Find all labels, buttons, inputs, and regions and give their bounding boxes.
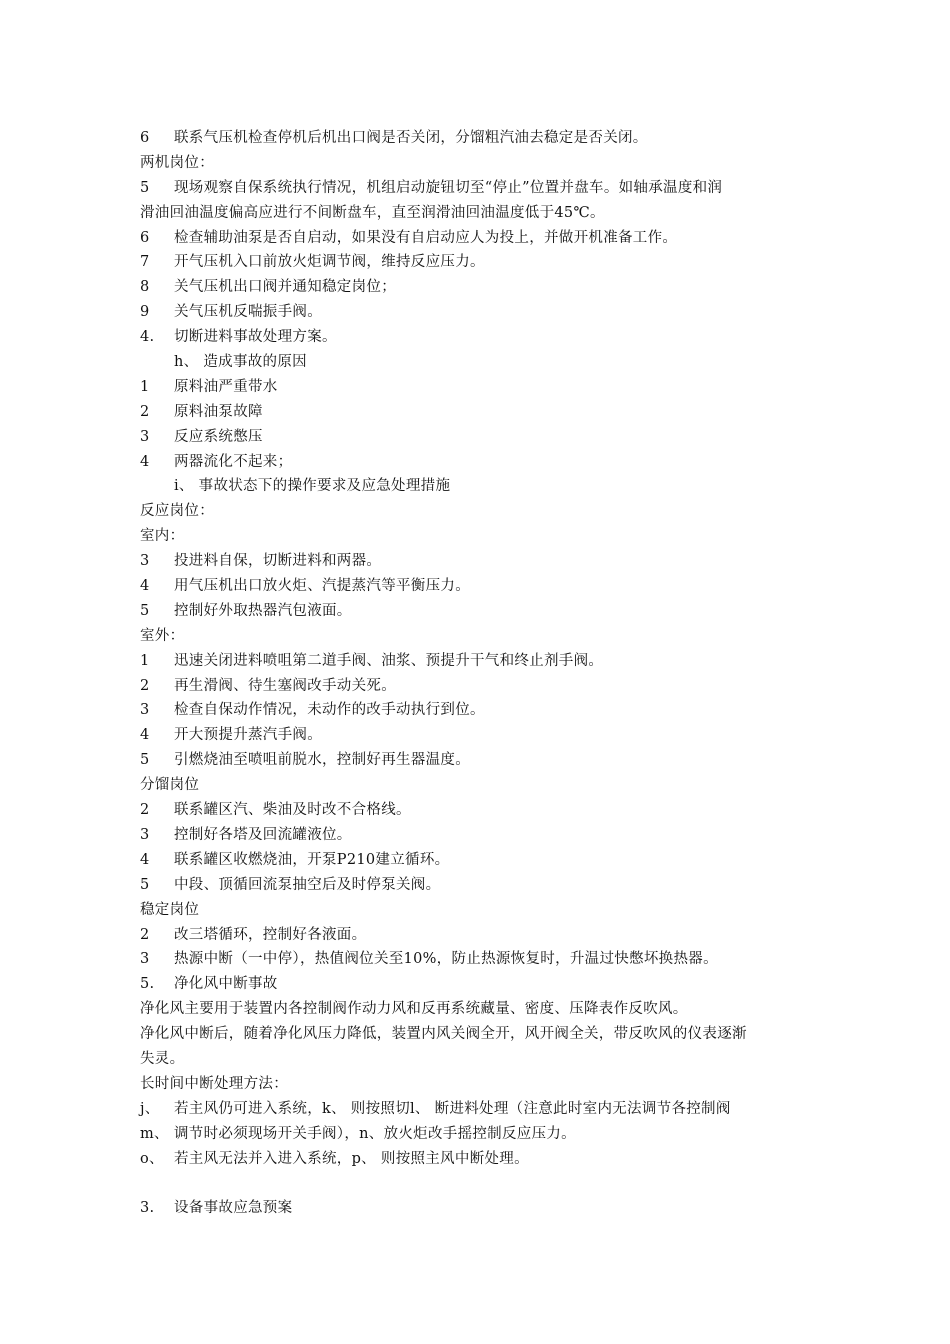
- item-number: 3: [140, 428, 150, 445]
- line-text: 长时间中断处理方法：: [140, 1075, 288, 1092]
- text-line: [140, 972, 820, 997]
- line-text: 若主风无法并入进入系统，p、 则按照主风中断处理。: [174, 1150, 529, 1167]
- item-number: o、: [140, 1150, 164, 1167]
- text-line: [140, 176, 820, 201]
- text-line: [140, 499, 820, 524]
- text-line: [140, 1196, 820, 1221]
- line-text: 设备事故应急预案: [174, 1200, 293, 1217]
- line-text: 原料油严重带水: [174, 378, 278, 395]
- item-number: 1: [140, 652, 150, 669]
- item-number: 4.: [140, 329, 155, 346]
- line-text: i、 事故状态下的操作要求及应急处理措施: [174, 478, 451, 495]
- text-line: [140, 151, 820, 176]
- text-line: [140, 226, 820, 251]
- text-line: [140, 823, 820, 848]
- text-line: [140, 1122, 820, 1147]
- item-number: 3: [140, 951, 150, 968]
- text-line: [140, 474, 820, 499]
- item-number: 4: [140, 453, 150, 470]
- text-line: [140, 1022, 820, 1047]
- text-line: [140, 375, 820, 400]
- item-number: 6: [140, 130, 150, 146]
- text-line: [140, 1097, 820, 1122]
- text-line: [140, 549, 820, 574]
- item-number: 3: [140, 702, 150, 719]
- line-text: 分馏岗位: [140, 777, 200, 794]
- item-number: 3.: [140, 1200, 155, 1217]
- text-line: [140, 350, 820, 375]
- document-page: [140, 126, 820, 1221]
- text-line: [140, 450, 820, 475]
- item-number: 8: [140, 279, 150, 296]
- text-line: [140, 748, 820, 773]
- text-line: [140, 923, 820, 948]
- text-line: [140, 425, 820, 450]
- line-text: 开气压机入口前放火炬调节阀，维持反应压力。: [174, 254, 485, 271]
- line-text: 净化风中断后，随着净化风压力降低，装置内风关阀全开，风开阀全关，带反吹风的仪表逐渐: [140, 1026, 747, 1043]
- line-text: 联系罐区收燃烧油，开泵P210建立循环。: [174, 851, 450, 868]
- line-text: 控制好各塔及回流罐液位。: [174, 826, 352, 843]
- text-line: [140, 723, 820, 748]
- line-text: 室外：: [140, 627, 185, 644]
- line-text: 控制好外取热器汽包液面。: [174, 602, 352, 619]
- line-text: 关气压机反喘振手阀。: [174, 304, 322, 321]
- blank-line: [140, 1171, 820, 1196]
- text-line: [140, 773, 820, 798]
- item-number: 2: [140, 677, 150, 694]
- item-number: 5.: [140, 976, 155, 993]
- line-text: 原料油泵故障: [174, 403, 263, 420]
- text-line: [140, 698, 820, 723]
- line-text: 两器流化不起来；: [174, 453, 293, 470]
- text-line: [140, 275, 820, 300]
- item-number: 5: [140, 876, 150, 893]
- item-number: 9: [140, 304, 150, 321]
- item-number: m、: [140, 1125, 169, 1142]
- item-number: 2: [140, 403, 150, 420]
- text-line: [140, 624, 820, 649]
- text-line: [140, 1072, 820, 1097]
- item-number: 3: [140, 826, 150, 843]
- text-line: [140, 300, 820, 325]
- line-text: 切断进料事故处理方案。: [174, 329, 337, 346]
- line-text: 检查辅助油泵是否自启动，如果没有自启动应人为投上，并做开机准备工作。: [174, 229, 678, 246]
- line-text: 净化风中断事故: [174, 976, 278, 993]
- item-number: 4: [140, 727, 150, 744]
- line-text: 反应岗位：: [140, 503, 214, 520]
- line-text: 联系气压机检查停机后机出口阀是否关闭，分馏粗汽油去稳定是否关闭。: [174, 130, 648, 146]
- text-line: [140, 798, 820, 823]
- text-line: [140, 201, 820, 226]
- line-text: 改三塔循环，控制好各液面。: [174, 926, 367, 943]
- text-line: [140, 400, 820, 425]
- text-line: [140, 250, 820, 275]
- item-number: 5: [140, 179, 150, 196]
- item-number: 2: [140, 802, 150, 819]
- line-text: 稳定岗位: [140, 901, 200, 918]
- item-number: 1: [140, 378, 150, 395]
- item-number: 4: [140, 851, 150, 868]
- line-text: 失灵。: [140, 1050, 185, 1067]
- line-text: 迅速关闭进料喷咀第二道手阀、油浆、预提升干气和终止剂手阀。: [174, 652, 604, 669]
- line-text: 调节时必须现场开关手阀），n、放火炬改手摇控制反应压力。: [174, 1125, 576, 1142]
- line-text: 联系罐区汽、柴油及时改不合格线。: [174, 802, 411, 819]
- line-text: 热源中断（一中停），热值阀位关至10%，防止热源恢复时，升温过快憋坏换热器。: [174, 951, 718, 968]
- line-text: 引燃烧油至喷咀前脱水，控制好再生器温度。: [174, 752, 470, 769]
- line-text: 净化风主要用于装置内各控制阀作动力风和反再系统藏量、密度、压降表作反吹风。: [140, 1001, 688, 1018]
- text-line: [140, 574, 820, 599]
- text-line: [140, 898, 820, 923]
- item-number: 4: [140, 578, 150, 595]
- line-text: 室内：: [140, 528, 185, 545]
- line-text: h、 造成事故的原因: [174, 354, 307, 371]
- line-text: 滑油回油温度偏高应进行不间断盘车，直至润滑油回油温度低于45℃。: [140, 204, 605, 221]
- line-text: 投进料自保，切断进料和两器。: [174, 553, 382, 570]
- line-text: 两机岗位：: [140, 154, 214, 171]
- text-line: [140, 997, 820, 1022]
- text-line: [140, 1047, 820, 1072]
- text-line: [140, 599, 820, 624]
- line-text: 关气压机出口阀并通知稳定岗位；: [174, 279, 396, 296]
- item-number: 2: [140, 926, 150, 943]
- item-number: 5: [140, 752, 150, 769]
- line-text: 现场观察自保系统执行情况，机组启动旋钮切至“停止”位置并盘车。如轴承温度和润: [174, 179, 723, 196]
- line-text: 检查自保动作情况，未动作的改手动执行到位。: [174, 702, 485, 719]
- text-line: [140, 947, 820, 972]
- text-line: [140, 524, 820, 549]
- text-line: [140, 674, 820, 699]
- item-number: 6: [140, 229, 150, 246]
- item-number: 7: [140, 254, 150, 271]
- line-text: 中段、顶循回流泵抽空后及时停泵关阀。: [174, 876, 441, 893]
- line-text: 开大预提升蒸汽手阀。: [174, 727, 322, 744]
- line-text: 用气压机出口放火炬、汽提蒸汽等平衡压力。: [174, 578, 470, 595]
- text-line: [140, 873, 820, 898]
- line-text: 若主风仍可进入系统，k、 则按照切l、 断进料处理（注意此时室内无法调节各控制阀: [174, 1100, 731, 1117]
- text-line: [140, 848, 820, 873]
- item-number: 5: [140, 602, 150, 619]
- text-line: [140, 1147, 820, 1172]
- line-text: 再生滑阀、待生塞阀改手动关死。: [174, 677, 396, 694]
- item-number: j、: [140, 1100, 160, 1117]
- text-line: [140, 649, 820, 674]
- text-line: [140, 126, 820, 151]
- item-number: 3: [140, 553, 150, 570]
- line-text: 反应系统憋压: [174, 428, 263, 445]
- text-line: [140, 325, 820, 350]
